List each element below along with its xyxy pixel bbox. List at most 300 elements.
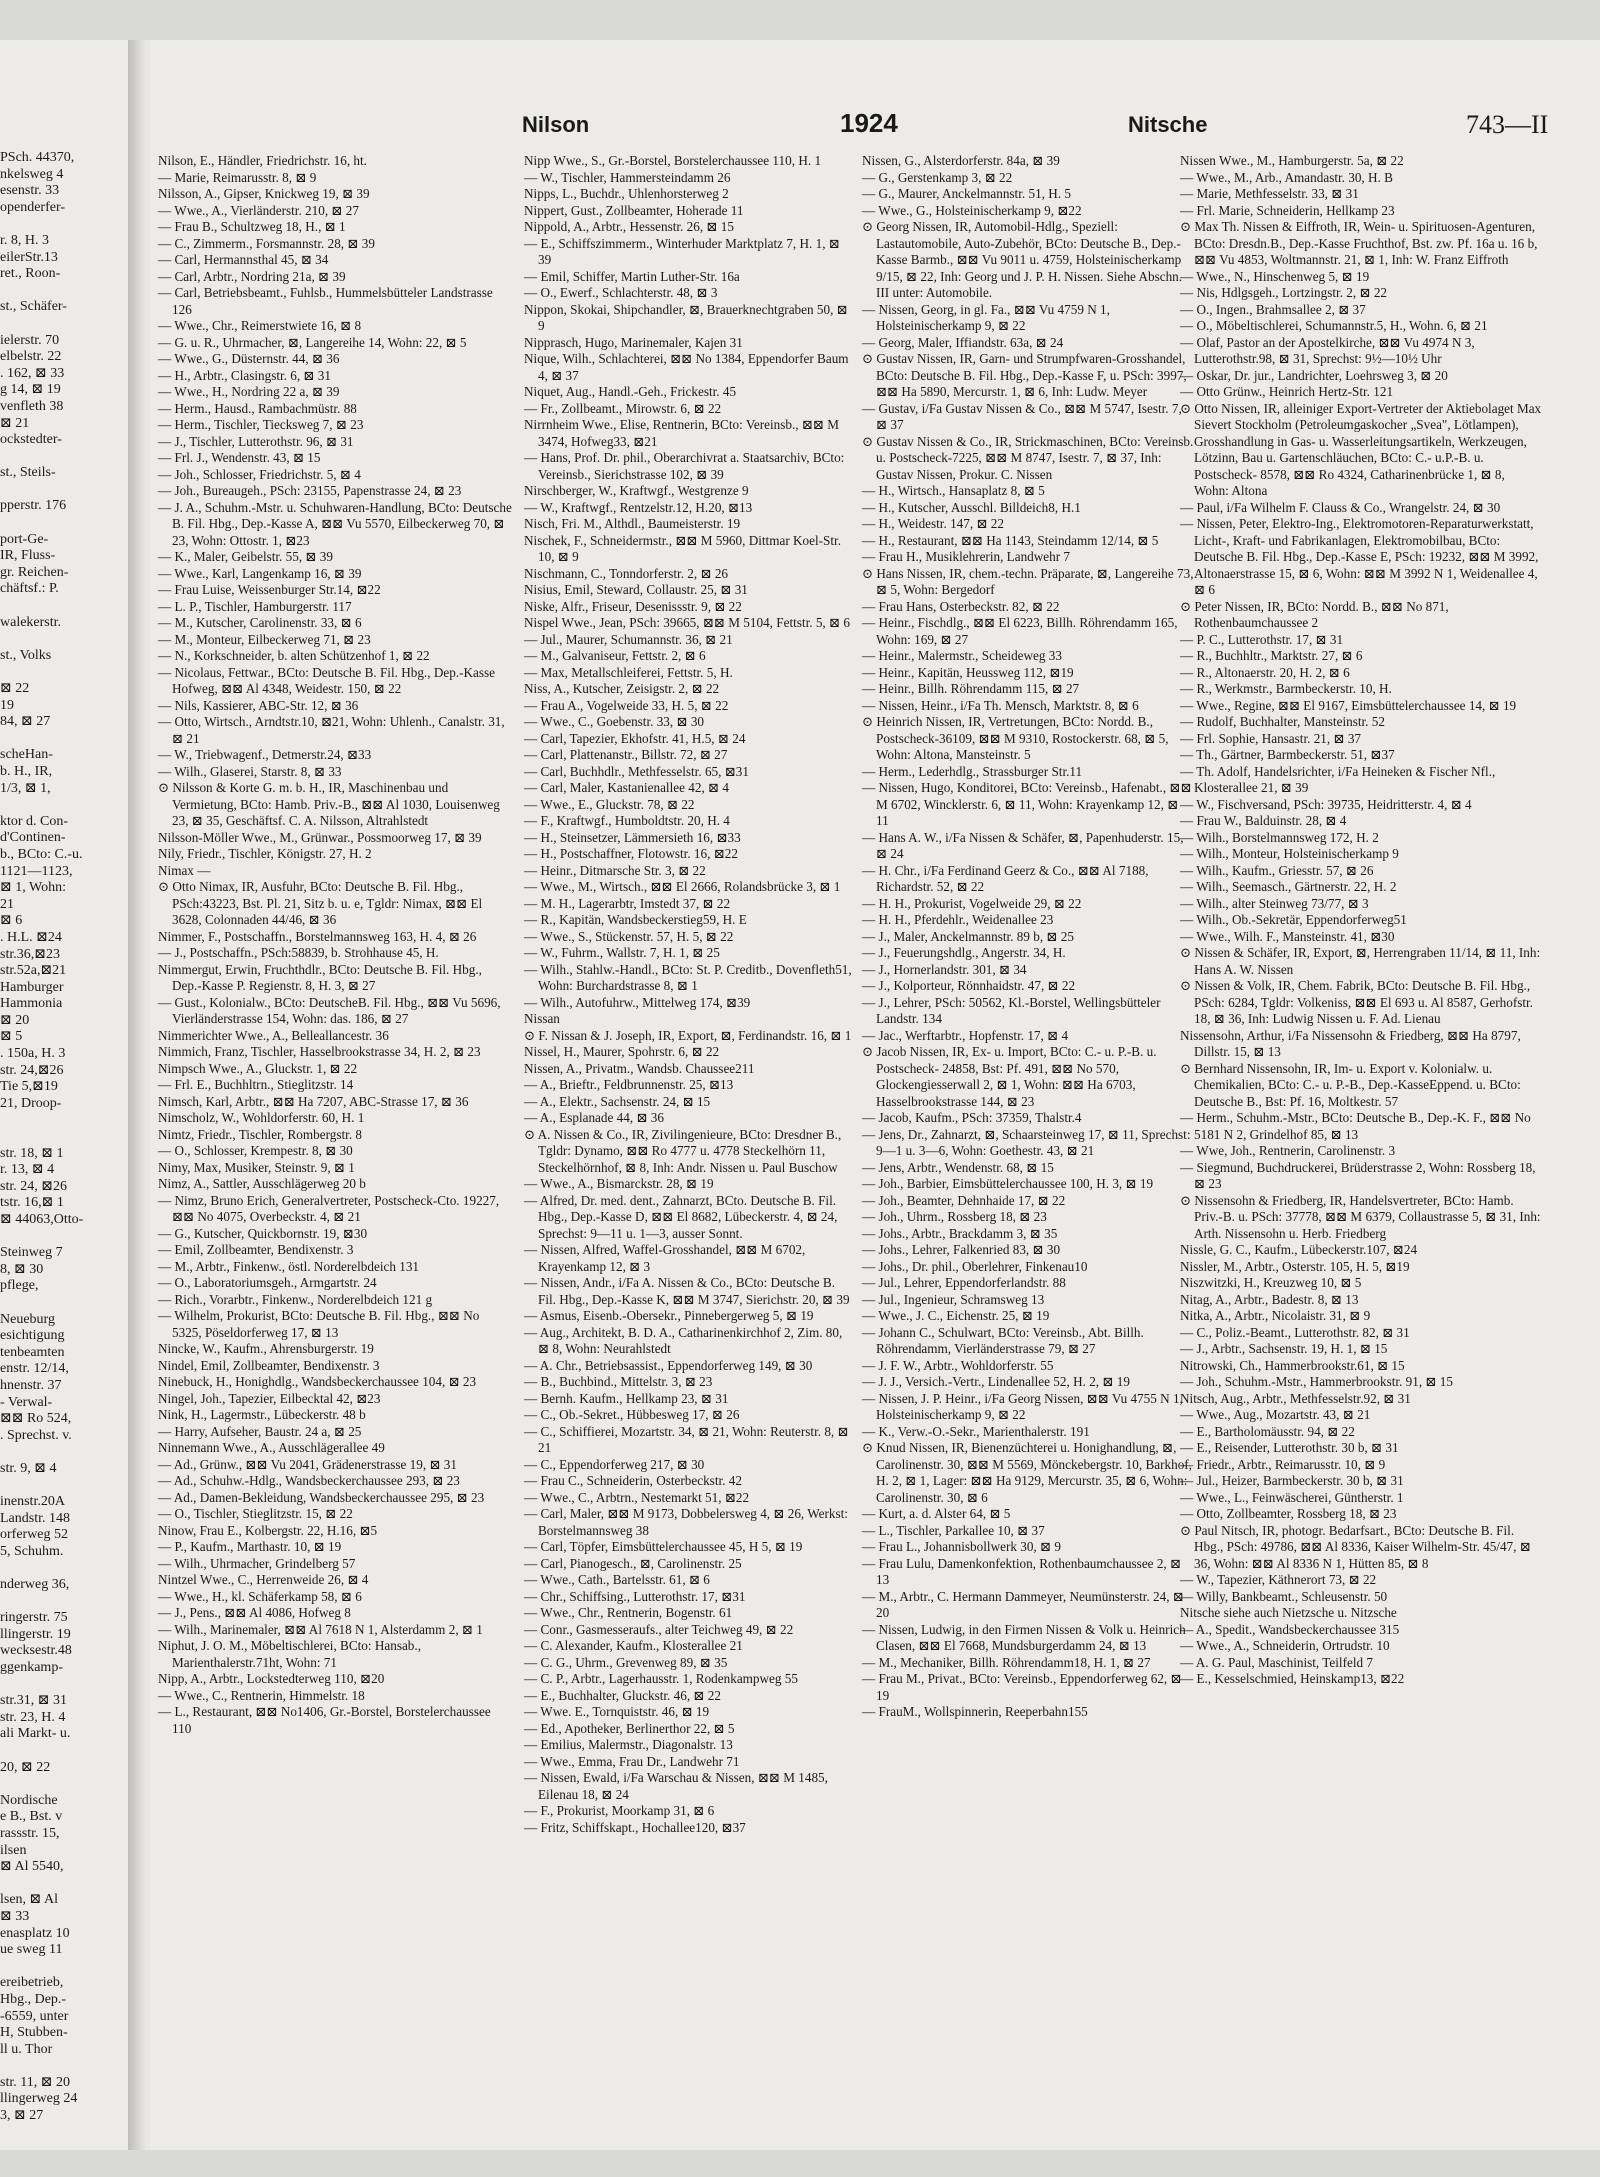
column-4 bbox=[1180, 153, 1542, 2113]
directory-entry: — Wilh., Seemasch., Gärtnerstr. 22, H. 2 bbox=[1180, 879, 1397, 894]
directory-entry: — Th. Adolf, Handelsrichter, i/Fa Heineken & Fischer Nfl., Klosterallee 21, ⊠ 39 bbox=[1180, 763, 1496, 795]
directory-entry: — Carl, Buchhdlr., Methfesselstr. 65, ⊠31 bbox=[524, 763, 749, 779]
directory-entry: — Herm., Schuhm.-Mstr., BCto: Deutsche B., Dep.-K. F., ⊠⊠ No 5181 N 2, Grindelhof 85, ⊠ 13 bbox=[1180, 1110, 1531, 1142]
header-last-name: Nitsche bbox=[1128, 112, 1208, 137]
directory-entry: Nimmerichter Wwe., A., Belleallancestr. 36 bbox=[158, 1027, 389, 1043]
directory-entry: — Nils, Kassierer, ABC-Str. 12, ⊠ 36 bbox=[158, 697, 359, 713]
directory-entry: — W., Tapezier, Käthnerort 73, ⊠ 22 bbox=[1180, 1572, 1377, 1587]
strip-line: str. 23, H. 4 bbox=[0, 1709, 66, 1725]
directory-entry: Nitag, A., Arbtr., Badestr. 8, ⊠ 13 bbox=[1180, 1291, 1359, 1307]
directory-entry: — Paul, i/Fa Wilhelm F. Clauss & Co., Wrangelstr. 24, ⊠ 30 bbox=[1180, 499, 1501, 515]
directory-entry: Nincke, W., Kaufm., Ahrensburgerstr. 19 bbox=[158, 1341, 374, 1356]
strip-line: str.52a,⊠21 bbox=[0, 963, 67, 979]
strip-line: . H.L. ⊠24 bbox=[0, 929, 62, 945]
directory-entry: — Fr., Zollbeamt., Mirowstr. 6, ⊠ 22 bbox=[524, 400, 722, 416]
directory-entry: — Herm., Lederhdlg., Strassburger Str.11 bbox=[862, 763, 1083, 779]
strip-line bbox=[0, 664, 126, 681]
strip-line: enasplatz 10 bbox=[0, 1925, 70, 1941]
strip-line: esichtigung bbox=[0, 1328, 65, 1344]
directory-entry: — Ad., Damen-Bekleidung, Wandsbeckerchaussee 295, ⊠ 23 bbox=[158, 1489, 485, 1505]
strip-line bbox=[0, 1959, 126, 1976]
strip-line: 19 bbox=[0, 697, 14, 713]
strip-line: b. H., IR, bbox=[0, 763, 53, 779]
strip-line: str. 9, ⊠ 4 bbox=[0, 1460, 57, 1476]
directory-entry: — Nissen, Heinr., i/Fa Th. Mensch, Marktstr. 8, ⊠ 6 bbox=[862, 697, 1139, 713]
directory-entry: — E., Bartholomäusstr. 94, ⊠ 22 bbox=[1180, 1423, 1355, 1439]
directory-entry: — Heinr., Fischdlg., ⊠⊠ El 6223, Billh. Röhrendamm 165, Wohn: 169, ⊠ 27 bbox=[862, 615, 1178, 647]
strip-line bbox=[0, 1444, 126, 1461]
directory-entry: — C., Ob.-Sekret., Hübbesweg 17, ⊠ 26 bbox=[524, 1407, 740, 1422]
directory-entry: ⊙ Hans Nissen, IR, chem.-techn. Präparate, ⊠, Langereihe 73, ⊠ 5, Wohn: Bergedorf bbox=[862, 565, 1194, 597]
directory-entry: — Friedr., Arbtr., Reimarusstr. 10, ⊠ 9 bbox=[1180, 1456, 1386, 1472]
directory-entry: ⊙ Knud Nissen, IR, Bienenzüchterei u. Honighandlung, ⊠, Carolinenstr. 30, ⊠⊠ M 5569, Mönckebergstr. 10, Barkhof, H. 2, ⊠ 1, Lager: ⊠⊠ Ha 9129, Mercurstr. 35, ⊠ 6, Wohn: Carolinenstr. 30, ⊠ 6 bbox=[862, 1440, 1192, 1505]
directory-entry: Nissel, H., Maurer, Spohrstr. 6, ⊠ 22 bbox=[524, 1044, 720, 1059]
directory-page bbox=[0, 40, 1600, 2150]
strip-line: ⊠ 20 bbox=[0, 1012, 30, 1028]
directory-entry: — G., Kutscher, Quickbornstr. 19, ⊠30 bbox=[158, 1225, 368, 1241]
directory-entry: — Wilh., Monteur, Holsteinischerkamp 9 bbox=[1180, 846, 1399, 861]
directory-entry: — Wwe., G., Düsternstr. 44, ⊠ 36 bbox=[158, 351, 340, 366]
directory-entry: — Wilh., Borstelmannsweg 172, H. 2 bbox=[1180, 829, 1379, 845]
strip-line: IR, Fluss- bbox=[0, 548, 56, 564]
directory-entry: — Frau L., Johannisbollwerk 30, ⊠ 9 bbox=[862, 1539, 1061, 1554]
directory-entry: — Heinr., Kapitän, Heussweg 112, ⊠19 bbox=[862, 664, 1074, 680]
directory-entry: — Nicolaus, Fettwar., BCto: Deutsche B. Fil. Hbg., Dep.-Kasse Hofweg, ⊠⊠ Al 4348, Weidestr. 150, ⊠ 22 bbox=[158, 664, 495, 696]
directory-entry: — Wwe., J. C., Eichenstr. 25, ⊠ 19 bbox=[862, 1308, 1050, 1323]
directory-entry: Niske, Alfr., Friseur, Desenissstr. 9, ⊠ 22 bbox=[524, 598, 742, 614]
strip-line: chäftsf.: P. bbox=[0, 581, 59, 597]
directory-entry: Nilson, E., Händler, Friedrichstr. 16, ht. bbox=[158, 153, 367, 168]
strip-line: wecksestr.48 bbox=[0, 1643, 72, 1659]
directory-entry: — Jul., Heizer, Barmbeckerstr. 30 b, ⊠ 31 bbox=[1180, 1473, 1404, 1488]
directory-entry: Nissle, G. C., Kaufm., Lübeckerstr.107, ⊠24 bbox=[1180, 1242, 1418, 1257]
strip-line: st., Steils- bbox=[0, 465, 56, 481]
column-3 bbox=[862, 153, 1194, 2113]
directory-entry: — Wilh., Marinemaler, ⊠⊠ Al 7618 N 1, Alsterdamm 2, ⊠ 1 bbox=[158, 1621, 483, 1637]
directory-entry: — H., Steinsetzer, Lämmersieth 16, ⊠33 bbox=[524, 829, 741, 845]
directory-entry: Niquet, Aug., Handl.-Geh., Frickestr. 45 bbox=[524, 384, 737, 399]
directory-entry: — O., Laboratoriumsgeh., Armgartstr. 24 bbox=[158, 1275, 377, 1290]
directory-entry: — H., Postschaffner, Flotowstr. 16, ⊠22 bbox=[524, 846, 738, 861]
directory-entry: — Frau Lulu, Damenkonfektion, Rothenbaumchaussee 2, ⊠ 13 bbox=[862, 1555, 1182, 1587]
directory-entry: — Frl. E., Buchhltrn., Stieglitzstr. 14 bbox=[158, 1077, 354, 1092]
page-gutter bbox=[128, 40, 150, 2150]
directory-entry: — Frl. Sophie, Hansastr. 21, ⊠ 37 bbox=[1180, 730, 1362, 746]
directory-entry: — Frau B., Schultzweg 18, H., ⊠ 1 bbox=[158, 219, 346, 234]
directory-entry: ⊙ Nissen & Schäfer, IR, Export, ⊠, Herrengraben 11/14, ⊠ 11, Inh: Hans A. W. Nissen bbox=[1180, 945, 1541, 977]
header-year: 1924 bbox=[840, 108, 898, 138]
directory-entry: — Wwe., C., Rentnerin, Himmelstr. 18 bbox=[158, 1687, 365, 1703]
directory-entry: — Wwe. E., Tornquiststr. 46, ⊠ 19 bbox=[524, 1704, 710, 1719]
directory-entry: — Frau Luise, Weissenburger Str.14, ⊠22 bbox=[158, 582, 381, 597]
strip-line: inenstr.20A bbox=[0, 1494, 65, 1510]
directory-entry: — H., Wirtsch., Hansaplatz 8, ⊠ 5 bbox=[862, 483, 1045, 498]
strip-line: 5, Schuhm. bbox=[0, 1543, 64, 1559]
directory-entry: — L., Tischler, Parkallee 10, ⊠ 37 bbox=[862, 1522, 1045, 1538]
directory-entry: Nique, Wilh., Schlachterei, ⊠⊠ No 1384, Eppendorfer Baum 4, ⊠ 37 bbox=[524, 351, 849, 383]
directory-entry: Nirrnheim Wwe., Elise, Rentnerin, BCto: Vereinsb., ⊠⊠ M 3474, Hofweg33, ⊠21 bbox=[524, 417, 839, 449]
directory-entry: — K., Maler, Geibelstr. 55, ⊠ 39 bbox=[158, 549, 333, 564]
directory-entry: — Frau Hans, Osterbeckstr. 82, ⊠ 22 bbox=[862, 598, 1060, 614]
directory-entry: — Otto, Zollbeamter, Rossberg 18, ⊠ 23 bbox=[1180, 1506, 1397, 1521]
strip-line: str.36,⊠23 bbox=[0, 946, 60, 962]
directory-entry: — E., Reisender, Lutterothstr. 30 b, ⊠ 31 bbox=[1180, 1440, 1399, 1455]
directory-entry: Nissensohn, Arthur, i/Fa Nissensohn & Friedberg, ⊠⊠ Ha 8797, Dillstr. 15, ⊠ 13 bbox=[1180, 1027, 1521, 1059]
directory-entry: — Harry, Aufseher, Baustr. 24 a, ⊠ 25 bbox=[158, 1423, 362, 1439]
strip-line: ⊠ 44063,Otto- bbox=[0, 1212, 84, 1227]
strip-line: ockstedter- bbox=[0, 432, 62, 448]
header-first-name: Nilson bbox=[522, 112, 590, 137]
directory-entry: — Nissen, Ludwig, in den Firmen Nissen & Volk u. Heinrich Clasen, ⊠⊠ El 7668, Mundsburgerdamm 24, ⊠ 13 bbox=[862, 1621, 1186, 1653]
directory-entry: — Hans A. W., i/Fa Nissen & Schäfer, ⊠, Papenhuderstr. 15, ⊠ 24 bbox=[862, 829, 1184, 861]
directory-entry: — Wwe., Regine, ⊠⊠ El 9167, Eimsbüttelerchaussee 14, ⊠ 19 bbox=[1180, 697, 1517, 713]
strip-line: str. 18, ⊠ 1 bbox=[0, 1145, 64, 1161]
directory-entry: Nitrowski, Ch., Hammerbrookstr.61, ⊠ 15 bbox=[1180, 1357, 1405, 1373]
directory-entry: ⊙ Paul Nitsch, IR, photogr. Bedarfsart., BCto: Deutsche B. Fil. Hbg., PSch: 49786, ⊠⊠ Al 8336, Kaiser Wilhelm-Str. 45/47, ⊠ 36, Wohn: ⊠⊠ Al 8336 N 1, Hütten 85, ⊠ 8 bbox=[1180, 1522, 1531, 1571]
directory-entry: ⊙ Max Th. Nissen & Eiffroth, IR, Wein- u. Spirituosen-Agenturen, BCto: Dresdn.B., Dep.-Kasse Fruchthof, Bst. zw. Pf. 16a u. 16 b, ⊠⊠ Vu 4853, Woltmannstr. 21, ⊠ 1, Inh: W. Franz Eiffroth bbox=[1180, 219, 1538, 267]
directory-entry: Nink, H., Lagermstr., Lübeckerstr. 48 b bbox=[158, 1407, 366, 1422]
directory-entry: — W., Fuhrm., Wallstr. 7, H. 1, ⊠ 25 bbox=[524, 945, 720, 960]
strip-line: venfleth 38 bbox=[0, 398, 64, 414]
directory-entry: — W., Fischversand, PSch: 39735, Heidritterstr. 4, ⊠ 4 bbox=[1180, 796, 1472, 812]
directory-entry: — Frl. J., Wendenstr. 43, ⊠ 15 bbox=[158, 450, 321, 465]
strip-line bbox=[0, 631, 126, 648]
directory-entry: ⊙ Otto Nissen, IR, alleiniger Export-Vertreter der Aktiebolaget Max Sievert Stockholm (Petroleumgaskocher „Sveа", Lötlampen), Grosshandlung in Gas- u. Wasserleitungsartikeln, Werkzeugen, Lötzinn, Bau u. Gartenschläuchen, BCto: C.- u.P.-B. u. Postscheck- 8578, ⊠⊠ Ro 4324, Catharinenbrücke 1, ⊠ 8, Wohn: Altona bbox=[1180, 400, 1542, 498]
directory-entry: — M. H., Lagerarbtr, Imstedt 37, ⊠ 22 bbox=[524, 895, 731, 911]
directory-entry: Nippold, A., Arbtr., Hessenstr. 26, ⊠ 15 bbox=[524, 219, 734, 234]
strip-line: ⊠ 33 bbox=[0, 1908, 30, 1924]
directory-entry: — Jens, Dr., Zahnarzt, ⊠, Schaarsteinweg 17, ⊠ 11, Sprechst: 9—1 u. 3—6, Wohn: Goethestr. 43, ⊠ 21 bbox=[862, 1126, 1191, 1158]
directory-entry: — G. u. R., Uhrmacher, ⊠, Langereihe 14, Wohn: 22, ⊠ 5 bbox=[158, 334, 467, 350]
directory-entry: Nissler, M., Arbtr., Osterstr. 105, H. 5, ⊠19 bbox=[1180, 1258, 1410, 1274]
directory-entry: Nisch, Fri. M., Althdl., Baumeisterstr. 19 bbox=[524, 516, 741, 531]
strip-line: 84, ⊠ 27 bbox=[0, 714, 51, 730]
directory-entry: — Wilh., Glaserei, Starstr. 8, ⊠ 33 bbox=[158, 763, 342, 779]
strip-line bbox=[0, 216, 126, 233]
directory-entry: Nimax — bbox=[158, 862, 211, 878]
directory-entry: — W., Triebwagenf., Detmerstr.24, ⊠33 bbox=[158, 747, 372, 762]
directory-entry: — Wwe., L., Feinwäscherei, Güntherstr. 1 bbox=[1180, 1489, 1404, 1505]
directory-entry: — C., Eppendorferweg 217, ⊠ 30 bbox=[524, 1456, 705, 1472]
directory-entry: — M., Kutscher, Carolinenstr. 33, ⊠ 6 bbox=[158, 615, 362, 630]
directory-entry: — Aug., Architekt, B. D. A., Catharinenkirchhof 2, Zim. 80, ⊠ 8, Wohn: Neurahlstedt bbox=[524, 1324, 843, 1356]
strip-line: ali Markt- u. bbox=[0, 1726, 71, 1742]
strip-line: enstr. 12/14, bbox=[0, 1361, 69, 1377]
strip-line bbox=[0, 515, 126, 532]
strip-line: walekerstr. bbox=[0, 614, 62, 630]
strip-line bbox=[0, 1229, 126, 1246]
directory-entry: — Bernh. Kaufm., Hellkamp 23, ⊠ 31 bbox=[524, 1390, 729, 1406]
directory-entry: — Herm., Tischler, Tiecksweg 7, ⊠ 23 bbox=[158, 417, 364, 432]
strip-line bbox=[0, 1560, 126, 1577]
directory-entry: Nimtz, Friedr., Tischler, Rombergstr. 8 bbox=[158, 1126, 363, 1142]
column-1 bbox=[158, 153, 512, 2113]
directory-entry: Nipps, L., Buchdr., Uhlenhorsterweg 2 bbox=[524, 186, 729, 201]
directory-entry: — Wwe., Karl, Langenkamp 16, ⊠ 39 bbox=[158, 565, 362, 581]
directory-entry: — Rich., Vorarbtr., Finkenw., Norderelbdeich 121 g bbox=[158, 1291, 433, 1307]
directory-entry: — Chr., Schiffsing., Lutterothstr. 17, ⊠31 bbox=[524, 1588, 746, 1604]
directory-entry: — B., Buchbind., Mittelstr. 3, ⊠ 23 bbox=[524, 1374, 713, 1389]
directory-entry: Ninnemann Wwe., A., Ausschlägerallee 49 bbox=[158, 1440, 385, 1455]
directory-entry: — Georg, Maler, Iffiandstr. 63a, ⊠ 24 bbox=[862, 334, 1064, 350]
directory-entry: — Wwe., M., Arb., Amandastr. 30, H. B bbox=[1180, 169, 1393, 185]
directory-entry: — J., Pens., ⊠⊠ Al 4086, Hofweg 8 bbox=[158, 1605, 351, 1620]
directory-entry: — G., Gerstenkamp 3, ⊠ 22 bbox=[862, 169, 1013, 185]
directory-entry: — C. G., Uhrm., Grevenweg 89, ⊠ 35 bbox=[524, 1654, 728, 1670]
strip-line bbox=[0, 1743, 126, 1760]
strip-line: Nordische bbox=[0, 1792, 58, 1808]
directory-entry: — F., Prokurist, Moorkamp 31, ⊠ 6 bbox=[524, 1803, 715, 1818]
strip-line: ielerstr. 70 bbox=[0, 332, 60, 348]
header-page-number: 743—II bbox=[1466, 110, 1549, 139]
directory-entry: — Frau W., Balduinstr. 28, ⊠ 4 bbox=[1180, 813, 1347, 828]
directory-entry: — Frau A., Vogelweide 33, H. 5, ⊠ 22 bbox=[524, 697, 729, 713]
directory-entry: — J., Feuerungshdlg., Angerstr. 34, H. bbox=[862, 945, 1066, 960]
strip-line bbox=[0, 2058, 126, 2075]
directory-entry: ⊙ Gustav Nissen, IR, Garn- und Strumpfwaren-Grosshandel, BCto: Deutsche B. Fil. Hbg., Dep.-Kasse F, u. PSch: 3997, ⊠⊠ Ha 5890, Mercurstr. 1, ⊠ 6, Inh: Ludw. Meyer bbox=[862, 351, 1187, 399]
directory-entry: — Jacob, Kaufm., PSch: 37359, Thalstr.4 bbox=[862, 1110, 1082, 1125]
strip-line: g 14, ⊠ 19 bbox=[0, 382, 61, 398]
directory-entry: — P., Kaufm., Marthastr. 10, ⊠ 19 bbox=[158, 1539, 342, 1554]
strip-line: str. 24,⊠26 bbox=[0, 1062, 64, 1078]
directory-entry: — Nissen, Alfred, Waffel-Grosshandel, ⊠⊠ M 6702, Krayenkamp 12, ⊠ 3 bbox=[524, 1242, 806, 1274]
directory-entry: Nilsson-Möller Wwe., M., Grünwar., Possmoorweg 17, ⊠ 39 bbox=[158, 829, 482, 845]
directory-entry: — R., Buchhltr., Marktstr. 27, ⊠ 6 bbox=[1180, 648, 1363, 663]
directory-entry: — A. Chr., Betriebsassist., Eppendorferweg 149, ⊠ 30 bbox=[524, 1357, 813, 1373]
directory-entry: — Wwe., E., Gluckstr. 78, ⊠ 22 bbox=[524, 796, 695, 812]
directory-entry: — M., Monteur, Eilbeckerweg 71, ⊠ 23 bbox=[158, 631, 371, 647]
directory-entry: — Carl, Maler, ⊠⊠ M 9173, Dobbelersweg 4, ⊠ 26, Werkst: Borstelmannsweg 38 bbox=[524, 1506, 848, 1538]
directory-entry: ⊙ A. Nissen & Co., IR, Zivilingenieure, BCto: Dresdner B., Tgldr: Dynamo, ⊠⊠ Ro 4777 u. 4778 Steckelhörn 11, Steckelhörnhof, ⊠ 8, Inh: Andr. Nissen u. Paul Buschow bbox=[524, 1126, 842, 1175]
directory-entry: Nimy, Max, Musiker, Steinstr. 9, ⊠ 1 bbox=[158, 1159, 355, 1175]
directory-entry: — Wwe., S., Stückenstr. 57, H. 5, ⊠ 22 bbox=[524, 928, 734, 944]
directory-entry: — Fritz, Schiffskapt., Hochallee120, ⊠37 bbox=[524, 1819, 746, 1835]
strip-line bbox=[0, 1776, 126, 1793]
directory-entry: Ninow, Frau E., Kolbergstr. 22, H.16, ⊠5 bbox=[158, 1522, 378, 1538]
directory-entry: — Wwe., Wilh. F., Mansteinstr. 41, ⊠30 bbox=[1180, 928, 1395, 944]
directory-entry: Nirschberger, W., Kraftwgf., Westgrenze 9 bbox=[524, 483, 749, 498]
strip-line: ktor d. Con- bbox=[0, 813, 69, 829]
directory-entry: — F., Kraftwgf., Humboldtstr. 20, H. 4 bbox=[524, 813, 730, 828]
strip-line: scheHan- bbox=[0, 747, 53, 763]
directory-entry: — M., Mechaniker, Billh. Röhrendamm18, H. 1, ⊠ 27 bbox=[862, 1654, 1151, 1670]
strip-line: str.31, ⊠ 31 bbox=[0, 1693, 67, 1709]
directory-entry: — Emil, Zollbeamter, Bendixenstr. 3 bbox=[158, 1242, 354, 1257]
directory-entry: — Wwe., Emma, Frau Dr., Landwehr 71 bbox=[524, 1753, 740, 1769]
strip-line bbox=[0, 731, 126, 748]
directory-entry: — Ad., Grünw., ⊠⊠ Vu 2041, Grädenerstrasse 19, ⊠ 31 bbox=[158, 1456, 457, 1472]
directory-entry: — Marie, Methfesselstr. 33, ⊠ 31 bbox=[1180, 186, 1359, 201]
strip-line: 21, Droop- bbox=[0, 1095, 62, 1111]
directory-entry: — R., Kapitän, Wandsbeckerstieg59, H. E bbox=[524, 912, 747, 927]
strip-line: Hamburger bbox=[0, 979, 64, 995]
directory-entry: — Wwe., Aug., Mozartstr. 43, ⊠ 21 bbox=[1180, 1407, 1371, 1422]
strip-line: str. 11, ⊠ 20 bbox=[0, 2074, 70, 2090]
directory-entry: — M., Galvaniseur, Fettstr. 2, ⊠ 6 bbox=[524, 648, 706, 663]
strip-line: pflege, bbox=[0, 1278, 39, 1294]
directory-entry: Nimsch, Karl, Arbtr., ⊠⊠ Ha 7207, ABC-Strasse 17, ⊠ 36 bbox=[158, 1093, 469, 1109]
directory-entry: — N., Korkschneider, b. alten Schützenhof 1, ⊠ 22 bbox=[158, 648, 430, 663]
directory-entry: — Heinr., Malermstr., Scheideweg 33 bbox=[862, 648, 1062, 663]
directory-entry: — Hans, Prof. Dr. phil., Oberarchivrat a. Staatsarchiv, BCto: Vereinsb., Sierichstrasse 102, ⊠ 39 bbox=[524, 450, 845, 482]
directory-entry: — H., Kutscher, Ausschl. Billdeich8, H.1 bbox=[862, 499, 1081, 515]
strip-line: tenbeamten bbox=[0, 1344, 65, 1360]
directory-entry: — O., Möbeltischlerei, Schumannstr.5, H., Wohn. 6, ⊠ 21 bbox=[1180, 318, 1488, 333]
directory-entry: — Frau C., Schneiderin, Osterbeckstr. 42 bbox=[524, 1473, 742, 1488]
directory-entry: — Johann C., Schulwart, BCto: Vereinsb., Abt. Billh. Röhrendamm, Vierländerstrasse 79, ⊠ 27 bbox=[862, 1324, 1144, 1356]
directory-entry: — Heinr., Billh. Röhrendamm 115, ⊠ 27 bbox=[862, 681, 1080, 696]
directory-entry: — E., Schiffszimmerm., Winterhuder Marktplatz 7, H. 1, ⊠ 39 bbox=[524, 235, 840, 267]
directory-entry: — C., Poliz.-Beamt., Lutterothstr. 82, ⊠ 31 bbox=[1180, 1324, 1410, 1340]
directory-entry: — Nis, Hdlgsgeh., Lortzingstr. 2, ⊠ 22 bbox=[1180, 285, 1388, 300]
directory-entry: — Wwe., N., Hinschenweg 5, ⊠ 19 bbox=[1180, 268, 1370, 284]
strip-line: st., Volks bbox=[0, 647, 52, 663]
directory-entry: — Wilh., Stahlw.-Handl., BCto: St. P. Creditb., Dovenfleth51, Wohn: Burchardstrasse 8, ⊠ 1 bbox=[524, 961, 852, 993]
directory-entry: — C., Schiffierei, Mozartstr. 34, ⊠ 21, Wohn: Reuterstr. 8, ⊠ 21 bbox=[524, 1423, 849, 1455]
directory-entry: Nily, Friedr., Tischler, Königstr. 27, H. 2 bbox=[158, 846, 372, 861]
directory-entry: — Th., Gärtner, Barmbeckerstr. 51, ⊠37 bbox=[1180, 747, 1395, 762]
directory-entry: — Wwe., Cath., Bartelsstr. 61, ⊠ 6 bbox=[524, 1572, 710, 1587]
strip-line: r. 13, ⊠ 4 bbox=[0, 1162, 55, 1178]
strip-line: ⊠ 21 bbox=[0, 415, 30, 431]
directory-entry: — Wwe., Chr., Reimerstwiete 16, ⊠ 8 bbox=[158, 318, 362, 333]
strip-line: ilsen bbox=[0, 1842, 27, 1858]
directory-entry: — Asmus, Eisenb.-Obersekr., Pinnebergerweg 5, ⊠ 19 bbox=[524, 1308, 814, 1323]
directory-entry: ⊙ Nissensohn & Friedberg, IR, Handelsvertreter, BCto: Hamb. Priv.-B. u. PSch: 37778, ⊠⊠ M 6379, Collaustrasse 5, ⊠ 31, Inh: Arth. Nissensohn u. Herb. Friedberg bbox=[1180, 1192, 1541, 1241]
directory-entry: — Ad., Schuhw.-Hdlg., Wandsbeckerchaussee 293, ⊠ 23 bbox=[158, 1473, 460, 1488]
directory-entry: ⊙ F. Nissan & J. Joseph, IR, Export, ⊠, Ferdinandstr. 16, ⊠ 1 bbox=[524, 1027, 852, 1043]
directory-entry: — J., Hornerlandstr. 301, ⊠ 34 bbox=[862, 961, 1027, 977]
directory-entry: — K., Verw.-O.-Sekr., Marienthalerstr. 191 bbox=[862, 1423, 1090, 1439]
directory-entry: ⊙ Georg Nissen, IR, Automobil-Hdlg., Speziell: Lastautomobile, Auto-Zubehör, BCto: Deutsche B., Dep.-Kasse Barmb., ⊠⊠ Vu 9011 u. 4759, Holsteinischerkamp 9/15, ⊠ 22, Inh: Georg und J. P. H. Nissen. Siehe Abschn. III unter: Automobile. bbox=[862, 219, 1183, 300]
strip-line bbox=[0, 1129, 126, 1146]
directory-entry: — Wilh., Uhrmacher, Grindelberg 57 bbox=[158, 1555, 356, 1571]
directory-entry: — J., Postschaffn., PSch:58839, b. Strohhause 45, H. bbox=[158, 945, 439, 960]
directory-entry: — Johs., Arbtr., Brackdamm 3, ⊠ 35 bbox=[862, 1225, 1058, 1241]
directory-entry: Nisius, Emil, Steward, Collaustr. 25, ⊠ 31 bbox=[524, 582, 748, 597]
directory-entry: — Wwe., A., Schneiderin, Ortrudstr. 10 bbox=[1180, 1638, 1390, 1653]
strip-line: Steinweg 7 bbox=[0, 1245, 63, 1261]
strip-line: 20, ⊠ 22 bbox=[0, 1759, 51, 1775]
strip-line: ggenkamp- bbox=[0, 1660, 63, 1676]
strip-line: elbelstr. 22 bbox=[0, 349, 62, 365]
previous-page-strip bbox=[0, 150, 126, 2124]
strip-line bbox=[0, 1594, 126, 1611]
directory-entry: ⊙ Gustav Nissen & Co., IR, Strickmaschinen, BCto: Vereinsb. u. Postscheck-7225, ⊠⊠ M 8747, Isestr. 7, ⊠ 37, Inh: Gustav Nissen, Prokur. C. Nissen bbox=[862, 433, 1194, 482]
directory-entry: — J., Tischler, Lutterothstr. 96, ⊠ 31 bbox=[158, 433, 354, 449]
directory-entry: — H. Chr., i/Fa Ferdinand Geerz & Co., ⊠⊠ Al 7188, Richardstr. 52, ⊠ 22 bbox=[862, 862, 1149, 894]
directory-entry: — Alfred, Dr. med. dent., Zahnarzt, BCto. Deutsche B. Fil. Hbg., Dep.-Kasse D, ⊠⊠ El 8682, Lübeckerstr. 4, ⊠ 24, Sprechst: 9—11 u. 1—3, ausser Sonnt. bbox=[524, 1192, 838, 1241]
directory-entry: ⊙ Jacob Nissen, IR, Ex- u. Import, BCto: C.- u. P.-B. u. Postscheck- 24858, Bst: Pf. 491, ⊠⊠ No 570, Glockengiesserwall 2, ⊠ 1, Wohn: ⊠⊠ Ha 6703, Hasselbrookstrasse 144, ⊠ 23 bbox=[862, 1044, 1157, 1109]
strip-line: st., Schäfer- bbox=[0, 299, 67, 315]
directory-entry: Nippon, Skokai, Shipchandler, ⊠, Brauerknechtgraben 50, ⊠ 9 bbox=[524, 301, 848, 333]
directory-entry: — Nissen, Andr., i/Fa A. Nissen & Co., BCto: Deutsche B. Fil. Hbg., Dep.-Kasse K, ⊠⊠ M 3747, Sierichstr. 20, ⊠ 39 bbox=[524, 1275, 850, 1307]
directory-entry: ⊙ Nilsson & Korte G. m. b. H., IR, Maschinenbau und Vermietung, BCto: Hamb. Priv.-B., ⊠⊠ Al 1030, Louisenweg 23, ⊠ 35, Geschäftsf. C. A. Nilsson, Altrahlstedt bbox=[158, 780, 500, 828]
page-header bbox=[150, 108, 1590, 148]
directory-entry: — L., Restaurant, ⊠⊠ No1406, Gr.-Borstel, Borstelerchaussee 110 bbox=[158, 1704, 491, 1736]
directory-entry: — R., Altonaerstr. 20, H. 2, ⊠ 6 bbox=[1180, 664, 1350, 680]
directory-entry: — Nissen, Georg, in gl. Fa., ⊠⊠ Vu 4759 N 1, Holsteinischerkamp 9, ⊠ 22 bbox=[862, 301, 1110, 333]
directory-entry: — Wilh., Autofuhrw., Mittelweg 174, ⊠39 bbox=[524, 994, 751, 1010]
directory-entry: — Marie, Reimarusstr. 8, ⊠ 9 bbox=[158, 169, 317, 185]
directory-entry: — J. F. W., Arbtr., Wohldorferstr. 55 bbox=[862, 1357, 1054, 1373]
directory-entry: — Wwe., M., Wirtsch., ⊠⊠ El 2666, Rolandsbrücke 3, ⊠ 1 bbox=[524, 879, 841, 894]
directory-entry: — W., Tischler, Hammersteindamm 26 bbox=[524, 169, 731, 185]
directory-entry: Nilsson, A., Gipser, Knickweg 19, ⊠ 39 bbox=[158, 186, 370, 201]
directory-entry: — M., Arbtr., Finkenw., östl. Norderelbdeich 131 bbox=[158, 1258, 420, 1274]
directory-entry: — J., Maler, Anckelmannstr. 89 b, ⊠ 25 bbox=[862, 928, 1074, 944]
strip-line: -6559, unter bbox=[0, 2008, 69, 2024]
strip-line: 1/3, ⊠ 1, bbox=[0, 780, 51, 796]
directory-entry: Niphut, J. O. M., Möbeltischlerei, BCto: Hansab., Marienthalerstr.71ht, Wohn: 71 bbox=[158, 1638, 421, 1670]
directory-entry: — P. C., Lutterothstr. 17, ⊠ 31 bbox=[1180, 631, 1344, 647]
directory-entry: — Carl, Tapezier, Ekhofstr. 41, H.5, ⊠ 24 bbox=[524, 730, 746, 746]
directory-entry: — Wilh., Kaufm., Griesstr. 57, ⊠ 26 bbox=[1180, 862, 1374, 878]
strip-line: ⊠ 1, Wohn: bbox=[0, 880, 66, 896]
directory-entry: — Nissen, Ewald, i/Fa Warschau & Nissen, ⊠⊠ M 1485, Eilenau 18, ⊠ 24 bbox=[524, 1770, 828, 1802]
directory-entry: — J., Kolporteur, Rönnhaidstr. 47, ⊠ 22 bbox=[862, 978, 1076, 993]
directory-entry: — Olaf, Pastor an der Apostelkirche, ⊠⊠ Vu 4974 N 3, Lutterothstr.98, ⊠ 31, Sprechst: 9½—10½ Uhr bbox=[1180, 334, 1475, 366]
directory-entry: — Wwe., C., Goebenstr. 33, ⊠ 30 bbox=[524, 714, 705, 729]
strip-line bbox=[0, 1677, 126, 1694]
directory-entry: Nitka, A., Arbtr., Nicolaistr. 31, ⊠ 9 bbox=[1180, 1308, 1371, 1323]
strip-line: ⊠ Al 5540, bbox=[0, 1859, 64, 1875]
strip-line: . 150a, H. 3 bbox=[0, 1046, 66, 1062]
column-2 bbox=[524, 153, 854, 2113]
strip-line: 8, ⊠ 30 bbox=[0, 1261, 44, 1277]
directory-entry: Nispel Wwe., Jean, PSch: 39665, ⊠⊠ M 5104, Fettstr. 5, ⊠ 6 bbox=[524, 615, 850, 630]
strip-line: eilerStr.13 bbox=[0, 249, 58, 265]
directory-entry: Nintzel Wwe., C., Herrenweide 26, ⊠ 4 bbox=[158, 1572, 369, 1587]
directory-entry: — Wwe., A., Bismarckstr. 28, ⊠ 19 bbox=[524, 1176, 714, 1191]
directory-entry: Niss, A., Kutscher, Zeisigstr. 2, ⊠ 22 bbox=[524, 681, 720, 696]
strip-line: hnenstr. 37 bbox=[0, 1377, 62, 1393]
directory-entry: — Carl, Betriebsbeamt., Fuhlsb., Hummelsbütteler Landstrasse 126 bbox=[158, 285, 493, 317]
directory-entry: Ningel, Joh., Tapezier, Eilbecktal 42, ⊠23 bbox=[158, 1390, 381, 1406]
strip-line: . Sprechst. v. bbox=[0, 1427, 72, 1443]
directory-entry: — Rudolf, Buchhalter, Mansteinstr. 52 bbox=[1180, 714, 1385, 729]
strip-line: llingerweg 24 bbox=[0, 2091, 78, 2107]
directory-entry: — W., Kraftwgf., Rentzelstr.12, H.20, ⊠13 bbox=[524, 499, 753, 515]
directory-entry: — Kurt, a. d. Alster 64, ⊠ 5 bbox=[862, 1506, 1011, 1521]
directory-entry: — J. A., Schuhm.-Mstr. u. Schuhwaren-Handlung, BCto: Deutsche B. Fil. Hbg., Dep.-Kasse A, ⊠⊠ Vu 5570, Eilbeckerweg 70, ⊠ 23, Wohn: Ottostr. 1, ⊠23 bbox=[158, 499, 512, 548]
directory-entry: — Carl, Hermannsthal 45, ⊠ 34 bbox=[158, 252, 329, 267]
strip-line bbox=[0, 316, 126, 333]
strip-line bbox=[0, 482, 126, 499]
directory-entry: — Oskar, Dr. jur., Landrichter, Loehrsweg 3, ⊠ 20 bbox=[1180, 367, 1448, 383]
strip-line bbox=[0, 1112, 126, 1129]
strip-line bbox=[0, 283, 126, 300]
strip-line: r. 8, H. 3 bbox=[0, 232, 49, 248]
strip-line: d'Continen- bbox=[0, 830, 66, 846]
directory-entry: — Wilh., Ob.-Sekretär, Eppendorferweg51 bbox=[1180, 912, 1407, 927]
directory-entry: — Wwe., C., Arbtrn., Nestemarkt 51, ⊠22 bbox=[524, 1489, 750, 1505]
directory-entry: Nissen, A., Privatm., Wandsb. Chaussee211 bbox=[524, 1060, 755, 1076]
strip-line: ue sweg 11 bbox=[0, 1942, 63, 1958]
strip-line: llingerstr. 19 bbox=[0, 1626, 71, 1642]
strip-line: . 162, ⊠ 33 bbox=[0, 365, 65, 381]
strip-line: 1121—1123, bbox=[0, 863, 73, 879]
directory-entry: ⊙ Otto Nimax, IR, Ausfuhr, BCto: Deutsche B. Fil. Hbg., PSch:43223, Bst. Pl. 21, Sitz b. u. e, Tgldr: Nimax, ⊠⊠ El 3628, Colonnaden 44/46, ⊠ 36 bbox=[158, 879, 483, 927]
directory-entry: — Emil, Schiffer, Martin Luther-Str. 16a bbox=[524, 268, 740, 284]
directory-entry: — Wwe., H., Nordring 22 a, ⊠ 39 bbox=[158, 384, 340, 399]
directory-entry: — Wwe., Chr., Rentnerin, Bogenstr. 61 bbox=[524, 1605, 733, 1620]
strip-line: str. 24, ⊠26 bbox=[0, 1178, 67, 1194]
strip-line bbox=[0, 1295, 126, 1312]
directory-entry: — Nissen, Peter, Elektro-Ing., Elektromotoren-Reparaturwerkstatt, Licht-, Kraft- und Fabrikanlagen, Elektromobilbau, BCto: Deutsche B. Fil. Hbg., Dep.-Kasse E, PSch: 19232, ⊠⊠ M 3992, Altonaerstrasse 15, ⊠ 6, Wohn: ⊠⊠ M 3992 N 1, Weidenallee 4, ⊠ 6 bbox=[1180, 516, 1539, 597]
strip-line: nkelsweg 4 bbox=[0, 166, 64, 182]
strip-line: Hbg., Dep.- bbox=[0, 1991, 67, 2007]
